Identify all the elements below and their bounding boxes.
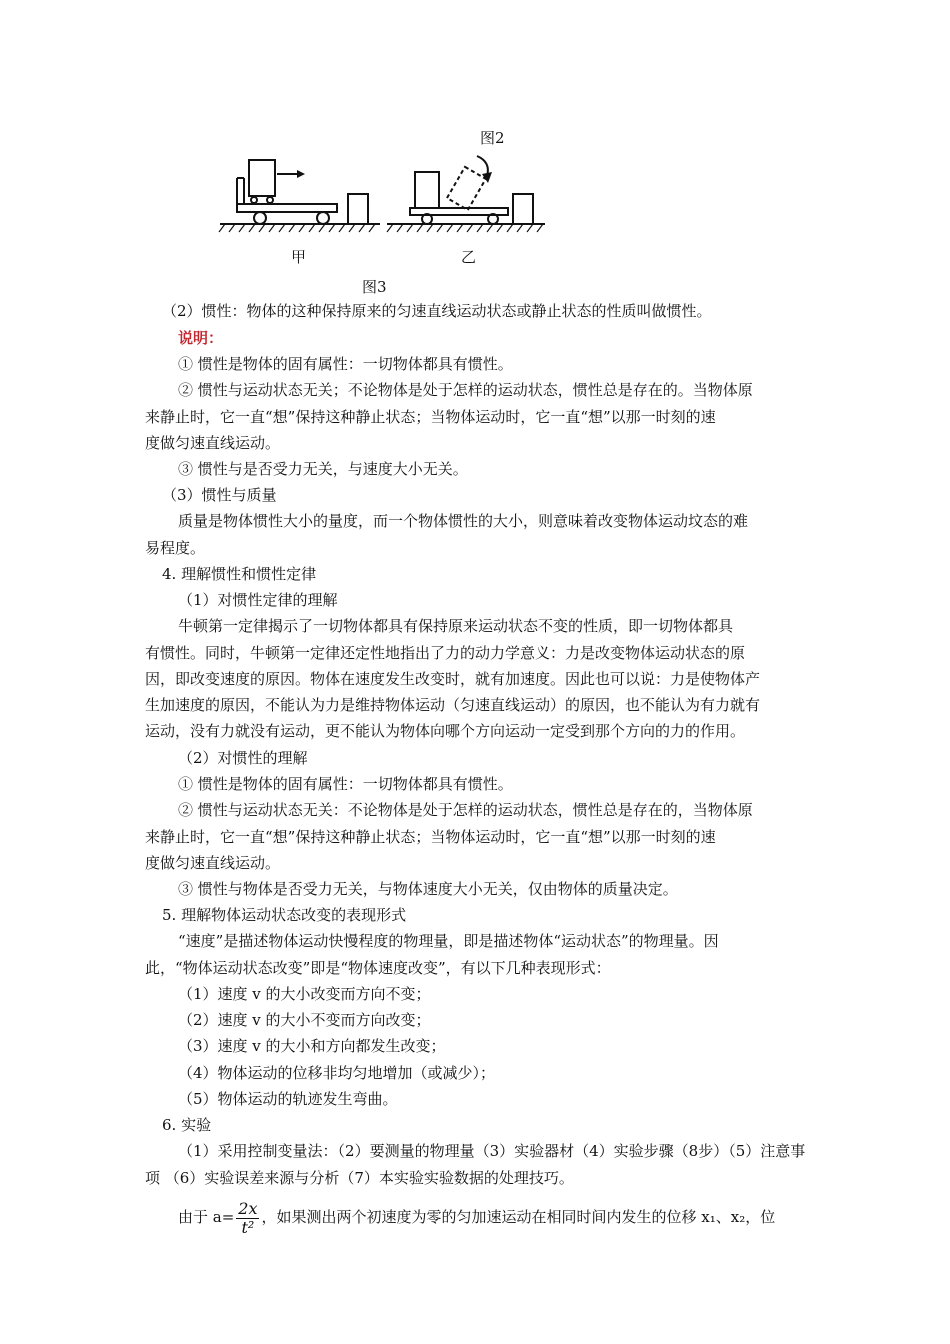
figure3-caption: 图3 (362, 278, 387, 296)
form-item-2: （2）速度 v 的大小不变而方向改变； (178, 1011, 431, 1029)
law-paragraph-cont: 运动，没有力就没有运动，更不能认为物体向哪个方向运动一定受到那个方向的力的作用。 (145, 722, 746, 740)
cart-platform-left (237, 204, 337, 212)
block-right (415, 172, 439, 208)
ground-hatch-left (219, 224, 375, 232)
figure2-caption: 图2 (480, 129, 505, 147)
form-item-1: （1）速度 v 的大小改变而方向不变； (178, 985, 431, 1003)
section-4-2: （2）对惯性的理解 (178, 749, 308, 767)
heading-6: 6. 实验 (162, 1116, 212, 1134)
figure3-illustration (215, 150, 555, 265)
inertia-item-2-cont: 来静止时，它一直“想”保持这种静止状态；当物体运动时，它一直“想”以那一时刻的速 (145, 828, 716, 846)
note-item-1: ① 惯性是物体的固有属性：一切物体都具有惯性。 (178, 355, 513, 373)
wall-block-right (513, 194, 533, 224)
experiment-paragraph: （1）采用控制变量法：（2）要测量的物理量（3）实验器材（4）实验步骤（8步）（5）注意事 (178, 1142, 806, 1160)
formula-line (178, 1197, 775, 1237)
note-item-3: ③ 惯性与是否受力无关，与速度大小无关。 (178, 460, 468, 478)
note-label: 说明： (178, 329, 224, 347)
mass-paragraph-cont: 易程度。 (145, 539, 206, 557)
formula-suffix: ，如果测出两个初速度为零的匀加速运动在相同时间内发生的位移 x₁、x₂，位 (261, 1208, 776, 1226)
form-item-5: （5）物体运动的轨迹发生弯曲。 (178, 1090, 398, 1108)
section-inertia-mass: （3）惯性与质量 (162, 486, 277, 504)
rotation-arrow (477, 156, 488, 176)
inertia-definition: （2）惯性：物体的这种保持原来的匀速直线运动状态或静止状态的性质叫做惯性。 (162, 302, 712, 320)
note-item-2-cont: 来静止时，它一直“想”保持这种静止状态；当物体运动时，它一直“想”以那一时刻的速 (145, 408, 716, 426)
formula-fraction (236, 1200, 259, 1237)
inertia-item-2-cont: 度做匀速直线运动。 (145, 854, 281, 872)
velocity-paragraph: “速度”是描述物体运动快慢程度的物理量，即是描述物体“运动状态”的物理量。因 (178, 932, 719, 950)
velocity-paragraph-cont: 此，“物体运动状态改变”即是“物体速度改变”，有以下几种表现形式： (145, 959, 611, 977)
block-left (249, 160, 275, 196)
law-paragraph-cont: 有惯性。同时，牛顿第一定律还定性地指出了力的动力学意义：力是改变物体运动状态的原 (145, 644, 746, 662)
form-item-4: （4）物体运动的位移非均匀地增加（或减少）； (178, 1064, 496, 1082)
formula-prefix: 由于 a= (178, 1208, 235, 1226)
inertia-item-2: ② 惯性与运动状态无关：不论物体是处于怎样的运动状态，惯性总是存在的，当物体原 (178, 801, 753, 819)
formula-denominator: t² (241, 1217, 255, 1237)
note-item-2: ② 惯性与运动状态无关；不论物体是处于怎样的运动状态，惯性总是存在的。当物体原 (178, 381, 753, 399)
mass-paragraph: 质量是物体惯性大小的量度，而一个物体惯性的大小，则意味着改变物体运动坟态的难 (178, 512, 749, 530)
cart-wheel (317, 212, 329, 224)
law-paragraph-cont: 因，即改变速度的原因。物体在速度发生改变时，就有加速度。因此也可以说：力是使物体产 (145, 670, 761, 688)
section-4-1: （1）对惯性定律的理解 (178, 591, 338, 609)
law-paragraph-cont: 生加速度的原因，不能认为力是维持物体运动（匀速直线运动）的原因，也不能认为有力就有 (145, 696, 761, 714)
block-tipping-dashed (447, 167, 486, 210)
form-item-3: （3）速度 v 的大小和方向都发生改变； (178, 1037, 446, 1055)
formula-numerator: 2x (238, 1198, 258, 1218)
experiment-paragraph-cont: 项 （6）实验误差来源与分析（7）本实验实验数据的处理技巧。 (145, 1169, 574, 1187)
figure3-label-left: 甲 (291, 248, 307, 265)
inertia-item-1: ① 惯性是物体的固有属性：一切物体都具有惯性。 (178, 775, 513, 793)
ground-hatch-right (387, 224, 543, 232)
heading-4: 4. 理解惯性和惯性定律 (162, 565, 317, 583)
figure3-label-right: 乙 (461, 248, 477, 265)
note-item-2-cont: 度做匀速直线运动。 (145, 434, 281, 452)
law-paragraph: 牛顿第一定律揭示了一切物体都具有保持原来运动状态不变的性质，即一切物体都具 (178, 617, 734, 635)
heading-5: 5. 理解物体运动状态改变的表现形式 (162, 906, 407, 924)
inertia-item-3: ③ 惯性与物体是否受力无关，与物体速度大小无关，仅由物体的质量决定。 (178, 880, 678, 898)
wall-block-left (348, 194, 368, 224)
cart-wheel (254, 212, 266, 224)
